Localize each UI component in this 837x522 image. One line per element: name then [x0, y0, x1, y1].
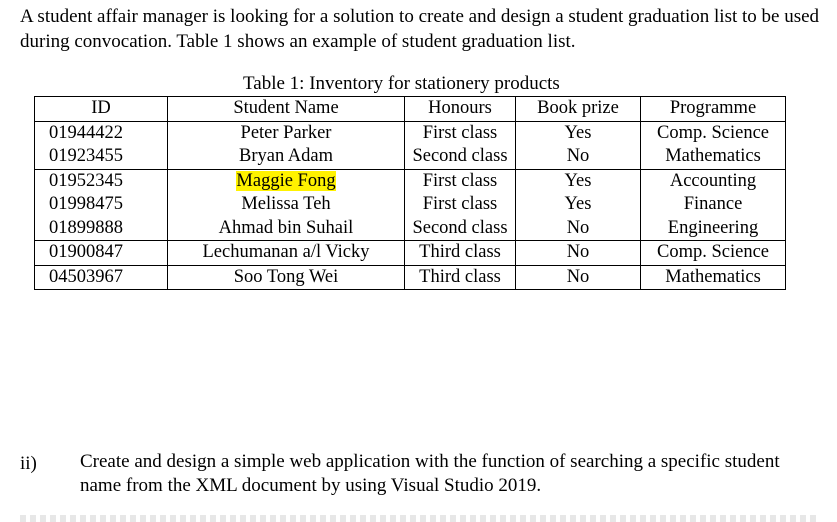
cell-id: 04503967: [35, 265, 168, 290]
cell-programme: Comp. Science: [641, 241, 786, 266]
cell-student-name: Melissa Teh: [168, 193, 405, 217]
cell-programme: Finance: [641, 193, 786, 217]
cell-id: 01899888: [35, 217, 168, 241]
cell-student-name: Soo Tong Wei: [168, 265, 405, 290]
highlighted-student-name: Maggie Fong: [236, 170, 336, 191]
table-row: [35, 121, 786, 145]
cell-programme: Mathematics: [641, 145, 786, 169]
table-header-row: [35, 97, 786, 122]
cell-book-prize: Yes: [516, 121, 641, 145]
cell-student-name: Lechumanan a/l Vicky: [168, 241, 405, 266]
cell-book-prize: Yes: [516, 169, 641, 193]
cell-programme: Accounting: [641, 169, 786, 193]
cell-student-name: Peter Parker: [168, 121, 405, 145]
cell-book-prize: No: [516, 265, 641, 290]
cell-id: 01944422: [35, 121, 168, 145]
header-student-name: Student Name: [168, 97, 405, 122]
cell-id: 01900847: [35, 241, 168, 266]
cell-honours: Second class: [405, 217, 516, 241]
header-honours: Honours: [405, 97, 516, 122]
table-row: [35, 169, 786, 193]
cropped-text-line: [20, 515, 820, 522]
cell-honours: Third class: [405, 265, 516, 290]
header-id: ID: [35, 97, 168, 122]
cell-programme: Comp. Science: [641, 121, 786, 145]
cell-student-name: [168, 169, 405, 193]
cell-honours: Second class: [405, 145, 516, 169]
cell-book-prize: No: [516, 145, 641, 169]
cell-student-name: Ahmad bin Suhail: [168, 217, 405, 241]
cell-id: 01923455: [35, 145, 168, 169]
cell-programme: Mathematics: [641, 265, 786, 290]
table-row: [35, 265, 786, 290]
cell-honours: First class: [405, 169, 516, 193]
cell-programme: Engineering: [641, 217, 786, 241]
cell-honours: Third class: [405, 241, 516, 266]
table-caption-text: Table 1: Inventory for stationery products: [243, 73, 560, 94]
header-book-prize: Book prize: [516, 97, 641, 122]
question-text: Create and design a simple web application with the function of searching a specific student name from the XML document by using Visual Studio 2019.: [80, 451, 780, 496]
cell-id: 01998475: [35, 193, 168, 217]
table-row: [35, 145, 786, 169]
table-row: [35, 193, 786, 217]
cell-book-prize: No: [516, 241, 641, 266]
table-row: [35, 217, 786, 241]
graduation-table: [34, 96, 786, 290]
cell-honours: First class: [405, 193, 516, 217]
table-row: [35, 241, 786, 266]
cell-student-name: Bryan Adam: [168, 145, 405, 169]
header-programme: Programme: [641, 97, 786, 122]
cell-honours: First class: [405, 121, 516, 145]
cell-book-prize: No: [516, 217, 641, 241]
cell-id: 01952345: [35, 169, 168, 193]
intro-paragraph: A student affair manager is looking for a solution to create and design a student graduation list to be used during convocation. Table 1 shows an example of student graduation list.: [20, 6, 820, 52]
question-number: ii): [20, 453, 37, 474]
cell-book-prize: Yes: [516, 193, 641, 217]
